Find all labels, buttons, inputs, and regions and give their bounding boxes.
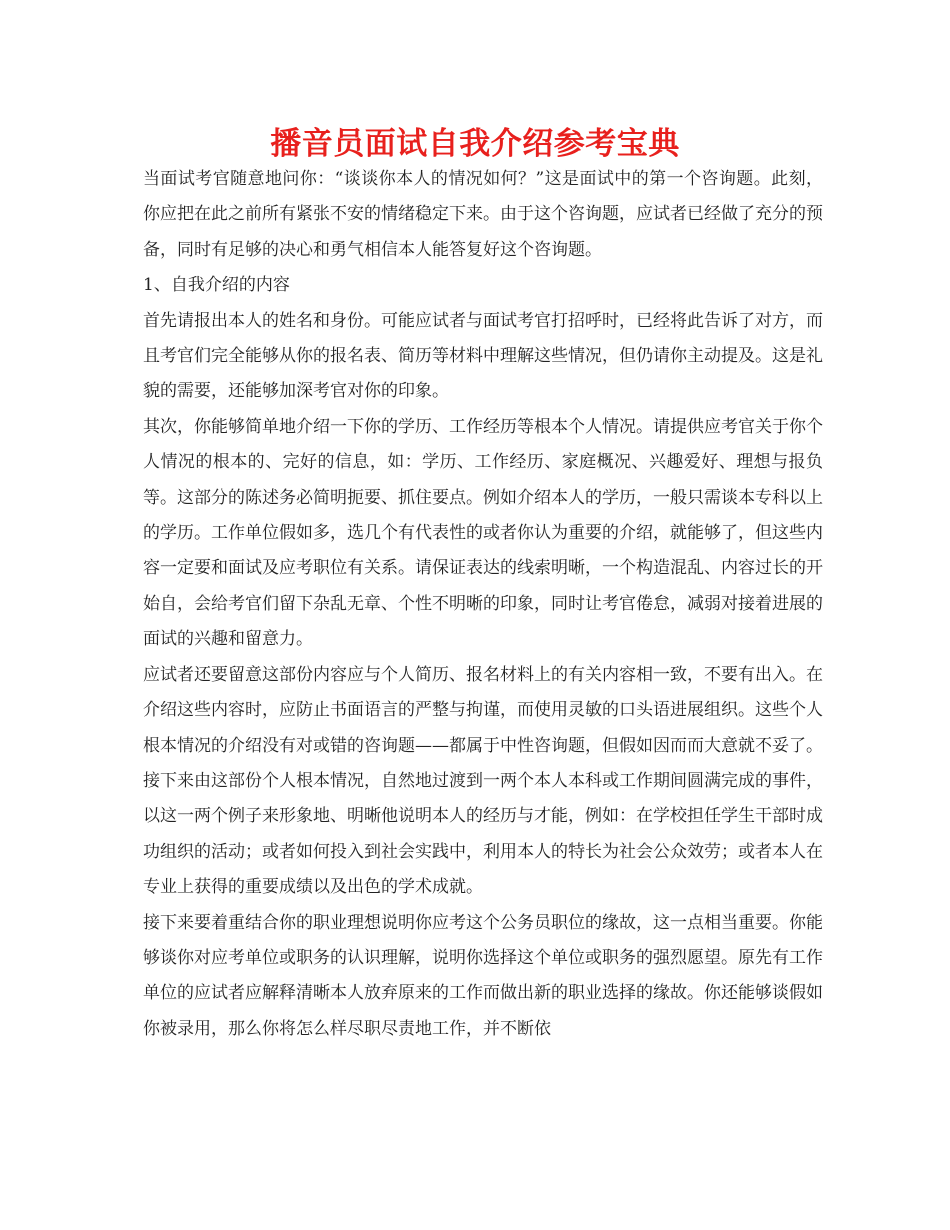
paragraph-background: 其次，你能够简单地介绍一下你的学历、工作经历等根本个人情况。请提供应考官关于你个人情况的根本的、完好的信息，如：学历、工作经历、家庭概况、兴趣爱好、理想与报负等。这部分的陈述务必简明扼要、抓住要点。例如介绍本人的学历，一般只需谈本专科以上的学历。工作单位假如多，选几个有代表性的或者你认为重要的介绍，就能够了，但这些内容一定要和面试及应考职位有关系。请保证表达的线索明晰，一个构造混乱、内容过长的开始自，会给考官们留下杂乱无章、个性不明晰的印象，同时让考官倦怠，减弱对接着进展的面试的兴趣和留意力。	[143, 416, 823, 650]
paragraph-intro: 当面试考官随意地问你：“谈谈你本人的情况如何？”这是面试中的第一个咨询题。此刻，你应把在此之前所有紧张不安的情绪稳定下来。由于这个咨询题，应试者已经做了充分的预备，同时有足够的决心和勇气相信本人能答复好这个咨询题。	[143, 169, 823, 260]
paragraph-examples: 接下来由这部份个人根本情况，自然地过渡到一两个本人本科或工作期间圆满完成的事件，以这一两个例子来形象地、明晰他说明本人的经历与才能，例如：在学校担任学生干部时成功组织的活动；或者如何投入到社会实践中，利用本人的特长为社会公众效劳；或者本人在专业上获得的重要成绩以及出色的学术成就。	[143, 770, 823, 898]
paragraph-name-identity: 首先请报出本人的姓名和身份。可能应试者与面试考官打招呼时，已经将此告诉了对方，而且考官们完全能够从你的报名表、简历等材料中理解这些情况，但仍请你主动提及。这是礼貌的需要，还能够加深考官对你的印象。	[143, 310, 823, 402]
paragraph-consistency: 应试者还要留意这部份内容应与个人简历、报名材料上的有关内容相一致，不要有出入。在介绍这些内容时，应防止书面语言的严整与拘谨，而使用灵敏的口头语进展组织。这些个人根本情况的介绍没有对或错的咨询题——都属于中性咨询题，但假如因而而大意就不妥了。	[143, 664, 823, 756]
paragraph-motivation: 接下来要着重结合你的职业理想说明你应考这个公务员职位的缘故，这一点相当重要。你能够谈你对应考单位或职务的认识理解，说明你选择这个单位或职务的强烈愿望。原先有工作单位的应试者应解释清晰本人放弃原来的工作而做出新的职业选择的缘故。你还能够谈假如你被录用，那么你将怎么样尽职尽责地工作，并不断依	[143, 912, 823, 1039]
section-heading-content: 1、自我介绍的内容	[143, 275, 290, 296]
document-title: 播音员面试自我介绍参考宝典	[270, 126, 680, 162]
document-body	[143, 162, 823, 1047]
